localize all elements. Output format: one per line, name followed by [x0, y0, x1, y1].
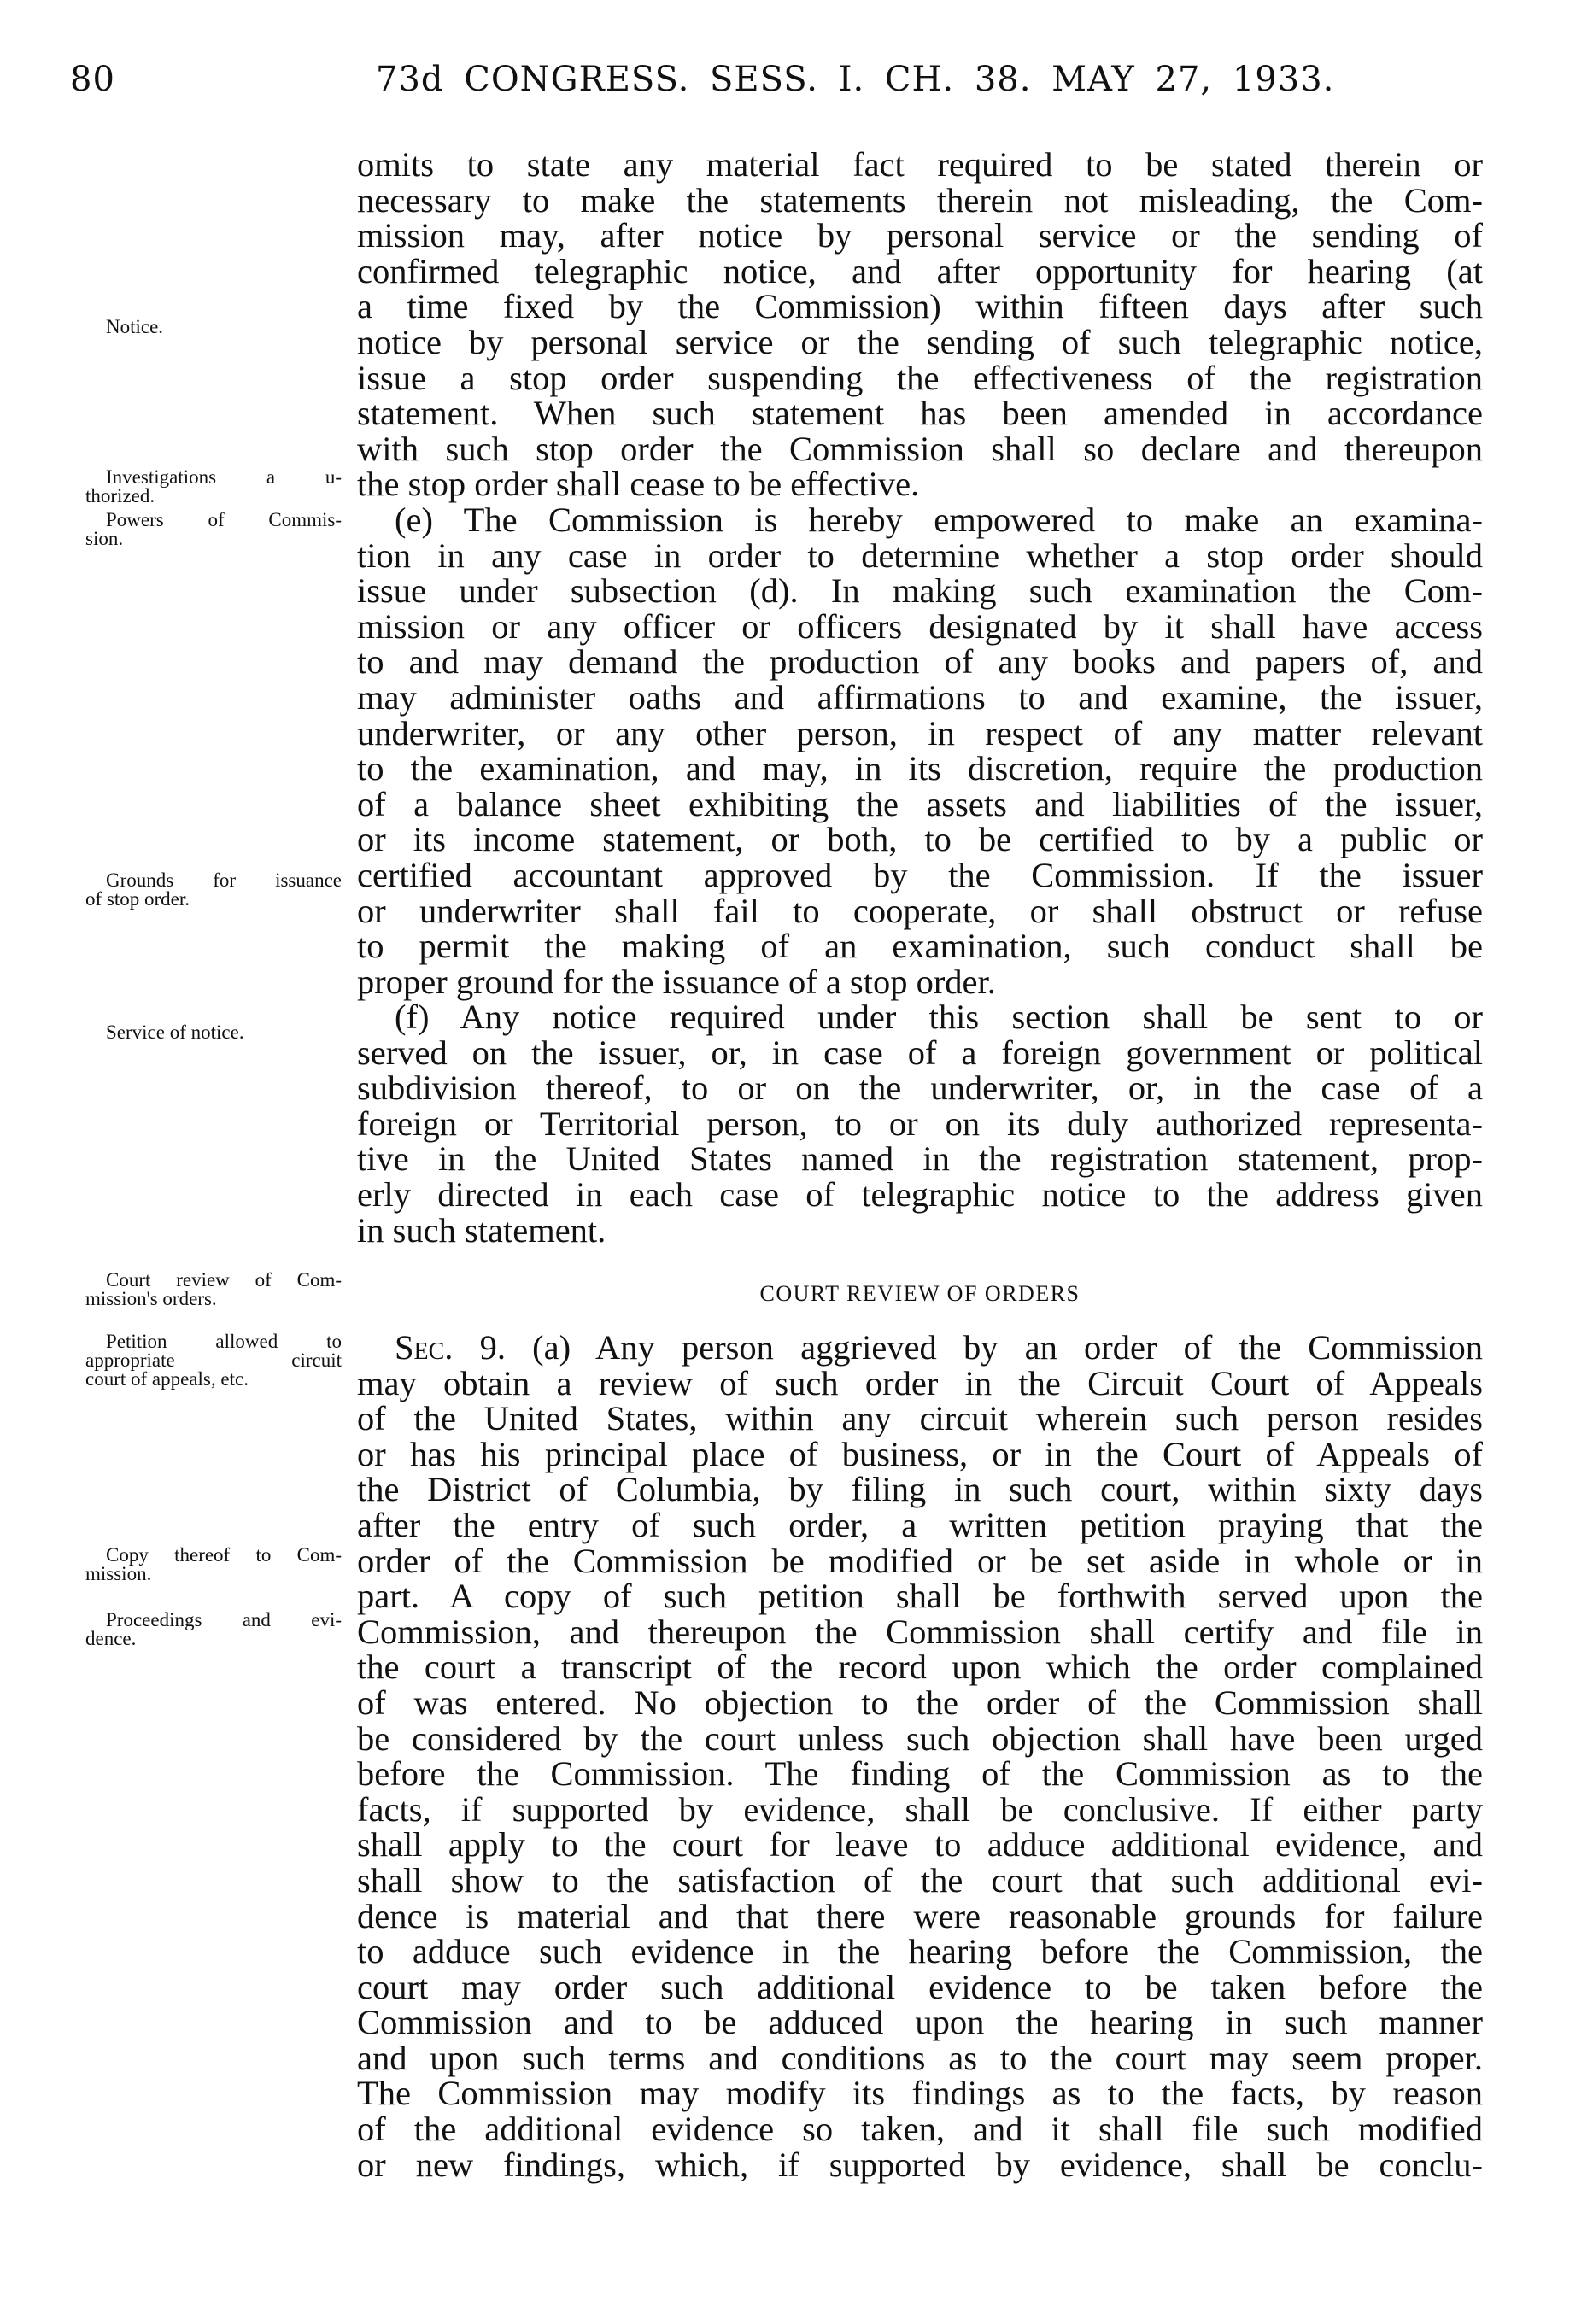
margin-note-line: Court review of Com- [106, 1269, 342, 1291]
page-number: 80 [70, 60, 115, 99]
text-line: tive in the United States named in the registration statement, prop- [357, 1139, 1483, 1179]
text-line: confirmed telegraphic notice, and after opportunity for hearing (at [357, 251, 1483, 290]
text-line: the court a transcript of the record upon which the order complained [357, 1648, 1483, 1687]
text-line: of the additional evidence so taken, and it shall file such modified [357, 2110, 1483, 2149]
text-line: the District of Columbia, by filing in such court, within sixty days [357, 1470, 1483, 1509]
section-heading: COURT REVIEW OF ORDERS [759, 1281, 1081, 1306]
margin-note-court-review [85, 1271, 342, 1308]
text-line: necessary to make the statements therein not misleading, the Com- [357, 180, 1483, 220]
text-fragment: (a) Any person aggrieved by an order of the Commission [532, 1328, 1483, 1367]
text-line: issue under subsection (d). In making such examination the Com- [357, 571, 1483, 611]
margin-note-line: Service of notice. [106, 1022, 244, 1043]
margin-note-line: court of appeals, etc. [85, 1368, 249, 1390]
margin-note-grounds [85, 871, 342, 909]
text-line: The Commission may modify its findings as to the facts, by reason [357, 2074, 1483, 2113]
margin-note-line: sion. [85, 528, 124, 549]
text-line: mission or any officer or officers designated by it shall have access [357, 606, 1483, 646]
margin-note-line: dence. [85, 1628, 137, 1649]
text-line: of the United States, within any circuit wherein such person resides [357, 1399, 1483, 1438]
subsection-e [357, 502, 1483, 999]
margin-note-notice [85, 318, 342, 337]
text-line: statement. When such statement has been amended in accordance [357, 394, 1483, 433]
margin-note-proceedings [85, 1611, 342, 1648]
margin-note-line: Powers of Commis- [106, 509, 342, 530]
text-line: to permit the making of an examination, such conduct shall be [357, 927, 1483, 966]
text-line: erly directed in each case of telegraphic notice to the address given [357, 1174, 1483, 1214]
text-line: notice by personal service or the sending of such telegraphic notice, [357, 322, 1483, 361]
text-line: served on the issuer, or, in case of a foreign government or political [357, 1033, 1483, 1072]
text-line: of a balance sheet exhibiting the assets and liabilities of the issuer, [357, 784, 1483, 823]
text-line: be considered by the court unless such objection shall have been urged [357, 1718, 1483, 1758]
margin-note-line: mission's orders. [85, 1288, 217, 1309]
margin-note-copy [85, 1546, 342, 1583]
text-line: (e) The Commission is hereby empowered to make an examina- [395, 501, 1483, 539]
margin-note-line: Investigations a u- [106, 466, 342, 488]
section-9 [357, 1330, 1483, 2182]
text-line: order of the Commission be modified or be set aside in whole or in [357, 1541, 1483, 1580]
margin-note-service [85, 1023, 342, 1042]
text-line: certified accountant approved by the Commission. If the issuer [357, 855, 1483, 894]
margin-note-powers [85, 511, 342, 548]
margin-note-line: mission. [85, 1563, 152, 1584]
text-line: tion in any case in order to determine whether a stop order should [357, 536, 1483, 575]
text-line: omits to state any material fact required to be stated therein or [357, 145, 1483, 184]
text-line: proper ground for the issuance of a stop order. [357, 962, 996, 1001]
text-line: or new findings, which, if supported by evidence, shall be conclu- [357, 2145, 1483, 2184]
margin-note-petition [85, 1332, 342, 1389]
margin-note-line: thorized. [85, 485, 155, 506]
text-line: underwriter, or any other person, in respect of any matter relevant [357, 713, 1483, 752]
text-line: Commission, and thereupon the Commission shall certify and file in [357, 1612, 1483, 1651]
text-line: a time fixed by the Commission) within fifteen days after such [357, 287, 1483, 326]
text-line: to and may demand the production of any books and papers of, and [357, 642, 1483, 682]
text-line: may administer oaths and affirmations to and examine, the issuer, [357, 677, 1483, 717]
text-line [357, 1330, 1483, 1366]
text-line: may obtain a review of such order in the Circuit Court of Appeals [357, 1363, 1483, 1402]
text-line: issue a stop order suspending the effectiveness of the registration [357, 358, 1483, 397]
subsection-f [357, 999, 1483, 1248]
text-line: court may order such additional evidence to be taken before the [357, 1967, 1483, 2006]
text-line: to adduce such evidence in the hearing before the Commission, the [357, 1932, 1483, 1971]
text-line: facts, if supported by evidence, shall be conclusive. If either party [357, 1789, 1483, 1829]
text-line: after the entry of such order, a written petition praying that the [357, 1505, 1483, 1544]
text-line: the stop order shall cease to be effective. [357, 465, 920, 504]
section-label: Sec. 9. [395, 1328, 506, 1367]
text-line: Commission and to be adduced upon the hearing in such manner [357, 2003, 1483, 2042]
margin-note-line: appropriate circuit [85, 1349, 342, 1371]
margin-note-line: Copy thereof to Com- [106, 1544, 342, 1566]
text-line: shall apply to the court for leave to adduce additional evidence, and [357, 1825, 1483, 1864]
text-line: in such statement. [357, 1210, 606, 1250]
text-line: or its income statement, or both, to be certified to by a public or [357, 820, 1483, 859]
text-line: shall show to the satisfaction of the court that such additional evi- [357, 1860, 1483, 1900]
text-line: mission may, after notice by personal service or the sending of [357, 216, 1483, 255]
text-line: subdivision thereof, to or on the underwriter, or, in the case of a [357, 1068, 1483, 1108]
text-line: to the examination, and may, in its discretion, require the production [357, 749, 1483, 788]
text-line: foreign or Territorial person, to or on its duly authorized representa- [357, 1103, 1483, 1143]
text-line: and upon such terms and conditions as to the court may seem proper. [357, 2038, 1483, 2077]
margin-note-investigations [85, 468, 342, 506]
text-line: or underwriter shall fail to cooperate, or shall obstruct or refuse [357, 891, 1483, 930]
text-line: or has his principal place of business, or in the Court of Appeals of [357, 1434, 1483, 1473]
margin-note-line: Proceedings and evi- [106, 1609, 342, 1630]
text-line: before the Commission. The finding of the Commission as to the [357, 1754, 1483, 1794]
paragraph-stop-order [357, 147, 1483, 502]
text-line: part. A copy of such petition shall be forthwith served upon the [357, 1577, 1483, 1616]
margin-note-line: of stop order. [85, 888, 190, 910]
margin-note-line: Petition allowed to [106, 1331, 342, 1352]
running-head: 73d CONGRESS. SESS. I. CH. 38. MAY 27, 1933. [376, 60, 1335, 99]
text-line: (f) Any notice required under this section shall be sent to or [395, 998, 1483, 1036]
text-line: with such stop order the Commission shall so declare and thereupon [357, 429, 1483, 468]
margin-note-line: Notice. [106, 316, 164, 337]
text-line: of was entered. No objection to the order of the Commission shall [357, 1683, 1483, 1722]
margin-note-line: Grounds for issuance [106, 869, 342, 891]
text-line: dence is material and that there were reasonable grounds for failure [357, 1896, 1483, 1935]
